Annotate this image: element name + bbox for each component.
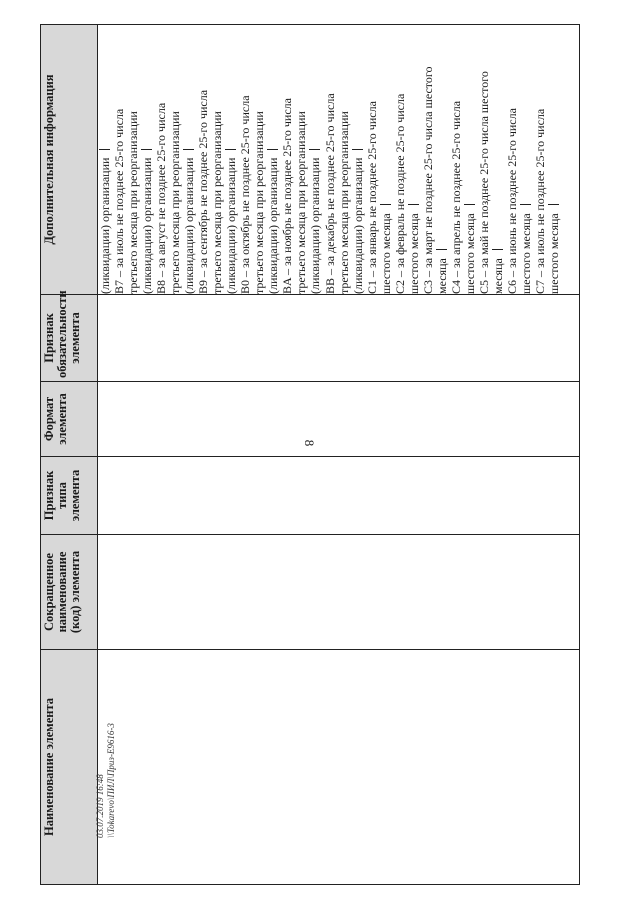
vertical-bar-mark xyxy=(183,149,194,150)
info-line-text: C6 – за июнь не позднее 25-го числа xyxy=(504,108,519,294)
page-number: 8 xyxy=(302,439,317,447)
info-line-text: (ликвидации) организации xyxy=(224,157,239,294)
info-line xyxy=(140,25,154,294)
info-line-text: третьего месяца при реорганизации xyxy=(126,111,141,294)
info-line xyxy=(224,25,238,294)
vertical-bar-mark xyxy=(309,149,320,150)
info-line-text: B9 – за сентябрь не позднее 25-го числа xyxy=(196,89,211,294)
vertical-bar-mark xyxy=(225,149,236,150)
info-line-text: третьего месяца при реорганизации xyxy=(294,111,309,294)
info-line xyxy=(477,25,491,294)
rotated-page xyxy=(40,25,580,885)
info-line xyxy=(491,25,505,294)
footer-path: \\Tokarevo\ПИЛ\Приз-E9616-3 xyxy=(105,723,116,838)
info-line-text: C2 – за февраль не позднее 25-го числа xyxy=(392,93,407,294)
info-line xyxy=(533,25,547,294)
info-line xyxy=(435,25,449,294)
info-line xyxy=(294,25,308,294)
info-line-text: C5 – за май не позднее 25-го числа шестого xyxy=(476,71,491,294)
cell-element-format xyxy=(98,382,580,457)
info-line-text: месяца xyxy=(434,258,449,294)
vertical-bar-mark xyxy=(548,204,559,205)
info-line-text: третьего месяца при реорганизации xyxy=(252,111,267,294)
info-line xyxy=(337,25,351,294)
header-element-code: Сокращенное наименование (код) элемента xyxy=(41,535,98,650)
info-line-text: BB – за декабрь не позднее 25-го числа xyxy=(322,93,337,294)
vertical-bar-mark xyxy=(352,149,363,150)
info-line-text: C4 – за апрель не позднее 25-го числа xyxy=(448,100,463,294)
vertical-bar-mark xyxy=(380,204,391,205)
info-line-text: шестого месяца xyxy=(378,213,393,294)
info-line xyxy=(196,25,210,294)
info-line xyxy=(98,25,112,294)
info-line xyxy=(308,25,322,294)
info-line-text: третьего месяца при реорганизации xyxy=(168,111,183,294)
info-line-text: (ликвидации) организации xyxy=(266,157,281,294)
info-line xyxy=(421,25,435,294)
info-line xyxy=(154,25,168,294)
info-line xyxy=(182,25,196,294)
vertical-bar-mark xyxy=(492,249,503,250)
info-line xyxy=(519,25,533,294)
info-line-text: шестого месяца xyxy=(462,213,477,294)
footer-timestamp: 03.07.2019 16:48 xyxy=(95,774,105,838)
info-line xyxy=(505,25,519,294)
info-line xyxy=(407,25,421,294)
info-line xyxy=(266,25,280,294)
info-line-text: (ликвидации) организации xyxy=(308,157,323,294)
info-line-text: (ликвидации) организации xyxy=(140,157,155,294)
cell-element-type xyxy=(98,457,580,535)
info-line xyxy=(323,25,337,294)
info-line xyxy=(547,25,561,294)
vertical-bar-mark xyxy=(520,204,531,205)
vertical-bar-mark xyxy=(408,204,419,205)
footer-note xyxy=(95,723,117,838)
info-line xyxy=(379,25,393,294)
vertical-bar-mark xyxy=(141,149,152,150)
info-line-text: (ликвидации) организации xyxy=(98,157,112,294)
info-line-text: третьего месяца при реорганизации xyxy=(336,111,351,294)
cell-element-required xyxy=(98,295,580,382)
info-line xyxy=(252,25,266,294)
cell-element-name xyxy=(98,650,580,885)
cell-element-code xyxy=(98,535,580,650)
info-line xyxy=(280,25,294,294)
info-line-text: BA – за ноябрь не позднее 25-го числа xyxy=(280,98,295,294)
header-element-format: Формат элемента xyxy=(41,382,98,457)
info-line xyxy=(112,25,126,294)
cell-additional-info xyxy=(98,25,580,295)
info-line-text: B7 – за июль не позднее 25-го числа xyxy=(112,108,127,294)
info-line xyxy=(238,25,252,294)
table-row xyxy=(98,25,580,885)
info-line-text: C3 – за март не позднее 25-го числа шестого xyxy=(420,66,435,294)
info-line-text: (ликвидации) организации xyxy=(350,157,365,294)
vertical-bar-mark xyxy=(436,249,447,250)
info-line xyxy=(365,25,379,294)
info-line xyxy=(351,25,365,294)
vertical-bar-mark xyxy=(99,149,110,150)
info-line xyxy=(449,25,463,294)
element-table xyxy=(40,24,580,885)
info-line xyxy=(393,25,407,294)
info-line-text: шестого месяца xyxy=(518,213,533,294)
info-line xyxy=(168,25,182,294)
header-element-type: Признак типа элемента xyxy=(41,457,98,535)
info-line-text: (ликвидации) организации xyxy=(182,157,197,294)
info-line xyxy=(126,25,140,294)
info-line-text: третьего месяца при реорганизации xyxy=(210,111,225,294)
info-line-text: C7 – за июль не позднее 25-го числа xyxy=(532,108,547,294)
info-line xyxy=(463,25,477,294)
info-line-text: C1 – за январь не позднее 25-го числа xyxy=(364,101,379,294)
header-additional-info: Дополнительная информация xyxy=(41,25,98,295)
vertical-bar-mark xyxy=(464,204,475,205)
info-line-text: B0 – за октябрь не позднее 25-го числа xyxy=(238,95,253,294)
info-line-text: шестого месяца xyxy=(406,213,421,294)
header-element-required: Признак обязательности элемента xyxy=(41,295,98,382)
info-line-text: B8 – за август не позднее 25-го числа xyxy=(154,102,169,294)
info-line xyxy=(210,25,224,294)
info-line-text: месяца xyxy=(490,258,505,294)
header-row xyxy=(41,25,98,885)
header-element-name: Наименование элемента xyxy=(41,650,98,885)
info-line-text: шестого месяца xyxy=(547,213,561,294)
vertical-bar-mark xyxy=(267,149,278,150)
